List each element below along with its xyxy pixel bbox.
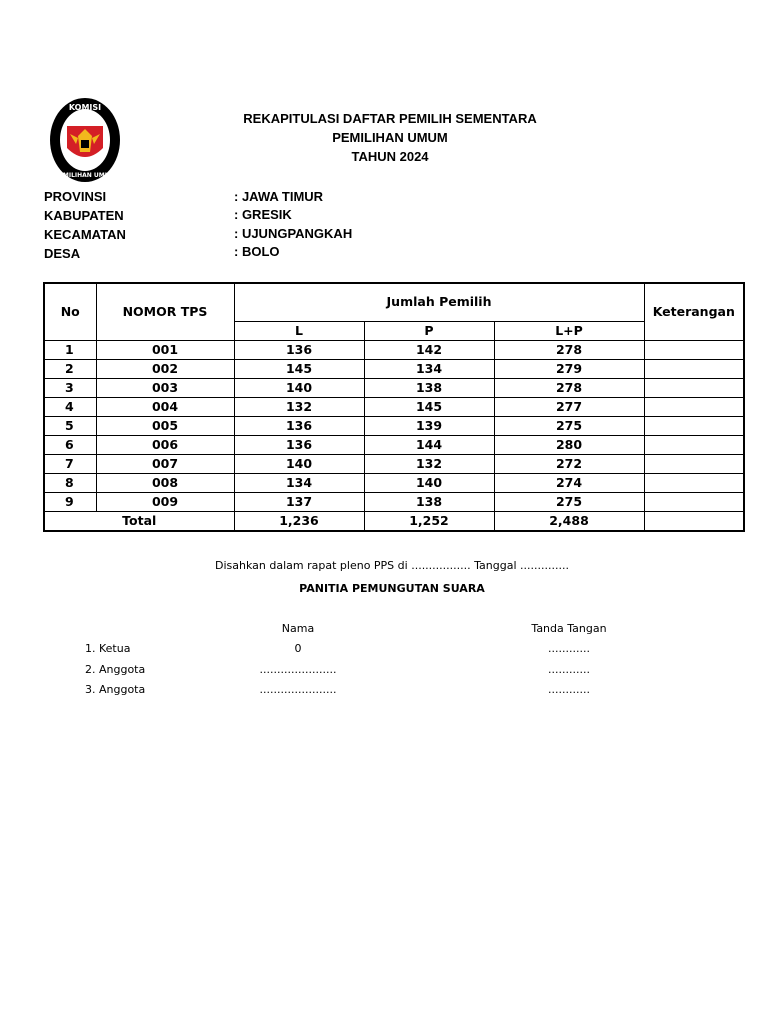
table-row <box>44 454 744 473</box>
row-p: 139 <box>364 416 494 435</box>
recap-table <box>43 282 745 532</box>
row-keterangan <box>644 397 744 416</box>
signatory-role: 1. Ketua <box>85 642 131 655</box>
row-keterangan <box>644 416 744 435</box>
row-keterangan <box>644 454 744 473</box>
kabupaten-value: : GRESIK <box>234 207 292 222</box>
signatory-role: 3. Anggota <box>85 683 146 696</box>
table-row <box>44 397 744 416</box>
signatory-sign: ............ <box>548 642 590 655</box>
header-l: L <box>234 321 364 340</box>
signatory-name: ...................... <box>259 683 337 696</box>
row-l: 145 <box>234 359 364 378</box>
kabupaten-label: KABUPATEN <box>44 208 124 223</box>
row-l: 136 <box>234 416 364 435</box>
row-p: 142 <box>364 340 494 359</box>
row-l: 140 <box>234 454 364 473</box>
row-p: 138 <box>364 492 494 511</box>
row-lp: 279 <box>494 359 644 378</box>
row-no: 5 <box>44 416 96 435</box>
row-p: 145 <box>364 397 494 416</box>
row-l: 132 <box>234 397 364 416</box>
row-keterangan <box>644 492 744 511</box>
table-row <box>44 435 744 454</box>
row-keterangan <box>644 435 744 454</box>
pleno-statement: Disahkan dalam rapat pleno PPS di ................. Tanggal .............. <box>215 559 569 572</box>
kpu-logo-icon <box>48 96 122 184</box>
row-p: 138 <box>364 378 494 397</box>
row-tps: 009 <box>96 492 234 511</box>
total-lp: 2,488 <box>494 511 644 531</box>
signatory-name: 0 <box>294 642 302 655</box>
table-row <box>44 378 744 397</box>
row-tps: 001 <box>96 340 234 359</box>
row-no: 2 <box>44 359 96 378</box>
row-tps: 002 <box>96 359 234 378</box>
header-no: No <box>44 283 96 340</box>
row-l: 136 <box>234 435 364 454</box>
row-l: 134 <box>234 473 364 492</box>
signatory-sign: ............ <box>548 683 590 696</box>
signatory-name: ...................... <box>259 663 337 676</box>
nama-header: Nama <box>281 622 315 635</box>
row-l: 137 <box>234 492 364 511</box>
panitia-title: PANITIA PEMUNGUTAN SUARA <box>299 582 485 595</box>
row-p: 140 <box>364 473 494 492</box>
total-l: 1,236 <box>234 511 364 531</box>
total-keterangan <box>644 511 744 531</box>
row-no: 8 <box>44 473 96 492</box>
row-tps: 005 <box>96 416 234 435</box>
row-p: 134 <box>364 359 494 378</box>
total-row <box>44 511 744 531</box>
tanda-tangan-header: Tanda Tangan <box>531 622 607 635</box>
kecamatan-value: : UJUNGPANGKAH <box>234 226 353 241</box>
table-row <box>44 340 744 359</box>
row-no: 6 <box>44 435 96 454</box>
row-keterangan <box>644 340 744 359</box>
table-row <box>44 359 744 378</box>
kecamatan-label: KECAMATAN <box>44 227 126 242</box>
header-keterangan: Keterangan <box>644 283 744 340</box>
provinsi-label: PROVINSI <box>44 189 107 204</box>
row-p: 132 <box>364 454 494 473</box>
row-p: 144 <box>364 435 494 454</box>
header-jumlah-pemilih: Jumlah Pemilih <box>234 283 644 321</box>
row-lp: 277 <box>494 397 644 416</box>
row-lp: 274 <box>494 473 644 492</box>
desa-label: DESA <box>44 246 81 261</box>
row-no: 3 <box>44 378 96 397</box>
logo-bottom-text: PEMILIHAN UMUM <box>54 172 116 179</box>
row-lp: 278 <box>494 378 644 397</box>
header-nomor-tps: NOMOR TPS <box>96 283 234 340</box>
table-row <box>44 473 744 492</box>
row-tps: 008 <box>96 473 234 492</box>
signatory-role: 2. Anggota <box>85 663 146 676</box>
row-tps: 004 <box>96 397 234 416</box>
row-lp: 275 <box>494 416 644 435</box>
row-lp: 275 <box>494 492 644 511</box>
row-lp: 278 <box>494 340 644 359</box>
total-label: Total <box>44 511 234 531</box>
row-no: 1 <box>44 340 96 359</box>
row-lp: 272 <box>494 454 644 473</box>
table-row <box>44 492 744 511</box>
document-title: REKAPITULASI DAFTAR PEMILIH SEMENTARA <box>243 111 537 126</box>
row-tps: 007 <box>96 454 234 473</box>
row-keterangan <box>644 359 744 378</box>
signatory-sign: ............ <box>548 663 590 676</box>
header-lp: L+P <box>494 321 644 340</box>
document-subtitle: PEMILIHAN UMUM <box>332 130 448 145</box>
row-no: 9 <box>44 492 96 511</box>
total-p: 1,252 <box>364 511 494 531</box>
row-no: 4 <box>44 397 96 416</box>
row-keterangan <box>644 473 744 492</box>
row-l: 136 <box>234 340 364 359</box>
desa-value: : BOLO <box>234 244 280 259</box>
row-tps: 006 <box>96 435 234 454</box>
provinsi-value: : JAWA TIMUR <box>234 189 324 204</box>
logo-top-text: KOMISI <box>68 103 102 112</box>
row-keterangan <box>644 378 744 397</box>
row-l: 140 <box>234 378 364 397</box>
row-tps: 003 <box>96 378 234 397</box>
row-lp: 280 <box>494 435 644 454</box>
document-year: TAHUN 2024 <box>351 149 429 164</box>
table-row <box>44 416 744 435</box>
row-no: 7 <box>44 454 96 473</box>
header-p: P <box>364 321 494 340</box>
